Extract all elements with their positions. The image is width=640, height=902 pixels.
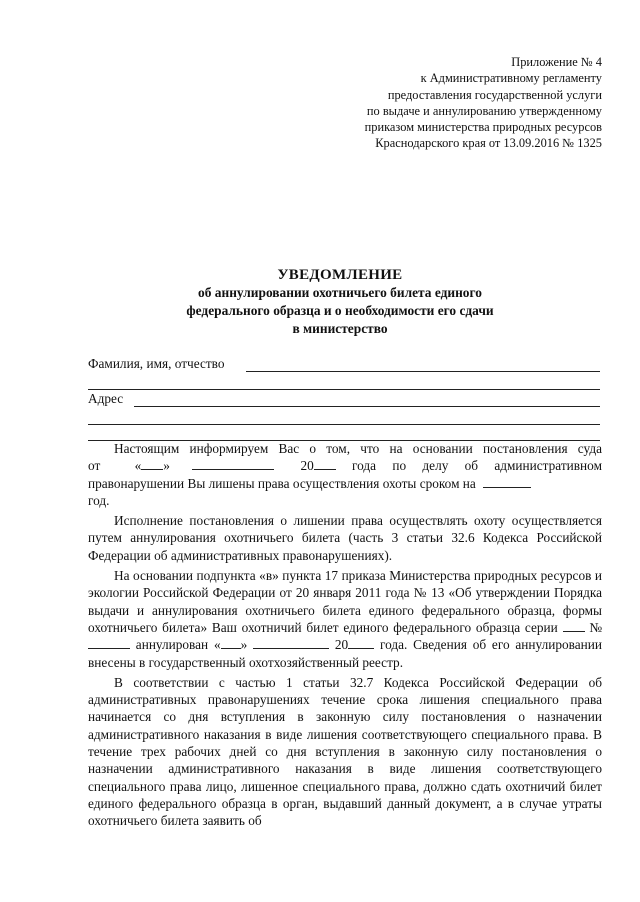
title-main: УВЕДОМЛЕНИЕ <box>277 267 403 283</box>
ticket-number-blank[interactable] <box>88 636 130 649</box>
text-ot: от <box>88 458 101 474</box>
address-line-2[interactable] <box>88 424 600 425</box>
paragraph-court-line1: Настоящим информируем Вас о том, что на основании постановления суда <box>114 441 602 456</box>
appendix-line: по выдаче и аннулированию утвержденному <box>366 103 602 118</box>
paragraph-execution: Исполнение постановления о лишении права осуществлять охоту осуществляется путем аннулирования охотничьего билета (часть 3 статьи 32.6 Кодекса Российской Федерации об административных правонарушениях). <box>88 513 602 563</box>
basis-text: На основании подпункта «в» пункта 17 приказа Министерства природных ресурсов и экологии Российской Федерации от 20 января 2011 года № 13 «Об утверждении Порядка выдачи и аннулирования охотничьего билета единого федерального образца, формы охотничьего билета» Ваш охотничий билет единого федерального образца серии <box>88 568 602 635</box>
title-subtitle-line: в министерство <box>292 321 388 336</box>
appendix-line: к Административному регламенту <box>420 71 602 86</box>
year-blank[interactable] <box>314 457 336 470</box>
registry-text: года. Сведения об его аннулировании внесены в государственный охотхозяйственный реестр. <box>88 637 602 670</box>
notice-body <box>88 440 602 833</box>
month-blank[interactable] <box>192 457 274 470</box>
annul-year-blank[interactable] <box>348 636 374 649</box>
term-blank[interactable] <box>483 475 531 488</box>
annulled-text: аннулирован « <box>135 637 221 653</box>
paragraph-basis <box>88 567 602 671</box>
annul-month-blank[interactable] <box>253 636 329 649</box>
full-name-label: Фамилия, имя, отчество <box>88 356 225 371</box>
title-subtitle-line: федерального образца и о необходимости его сдачи <box>186 303 494 318</box>
full-name-line[interactable] <box>246 371 600 372</box>
day-blank[interactable] <box>141 457 163 470</box>
quote-close: » <box>163 458 170 474</box>
appendix-line: Приложение № 4 <box>511 55 602 69</box>
year-prefix: 20 <box>300 458 314 474</box>
address-field <box>88 390 600 408</box>
title-subtitle-line: об аннулировании охотничьего билета единого <box>198 285 482 300</box>
address-line[interactable] <box>134 406 600 407</box>
address-label: Адрес <box>88 391 124 406</box>
paragraph-court-line2 <box>88 457 602 474</box>
annul-day-blank[interactable] <box>221 636 241 649</box>
series-blank[interactable] <box>563 619 585 632</box>
appendix-line: Краснодарского края от 13.09.2016 № 1325 <box>375 136 602 151</box>
full-name-field <box>88 355 600 373</box>
quote-close-2: » <box>240 637 248 653</box>
paragraph-term-start: В соответствии с частью 1 статьи 32.7 Кодекса Российской Федерации об административных правонарушениях течение срока лишения специального права начинается со дня вступления в законную силу постановления о назначении административного наказания в виде лишения соответствующего специального права. В течение трех рабочих дней со дня вступления в законную силу постановления о назначении административного наказания в виде лишения соответствующего специального права лицо, лишенное специального права, должно сдать охотничий билет единого федерального образца в орган, выдавший данный документ, а в случае утраты охотничьего билета заявить об <box>88 674 602 829</box>
appendix-line: предоставления государственной услуги <box>387 87 602 102</box>
deprivation-text: правонарушении Вы лишены права осуществления охоты сроком на <box>88 475 476 491</box>
year-prefix-2: 20 <box>334 637 349 653</box>
appendix-line: приказом министерства природных ресурсов <box>364 120 602 135</box>
document-title <box>70 266 610 338</box>
number-sign: № <box>589 619 603 635</box>
quote-open: « <box>134 458 142 474</box>
paragraph-court-line4: год. <box>88 492 110 508</box>
appendix-header <box>365 54 602 152</box>
case-text: года по делу об административном <box>352 458 602 474</box>
paragraph-court-line3 <box>88 475 602 492</box>
